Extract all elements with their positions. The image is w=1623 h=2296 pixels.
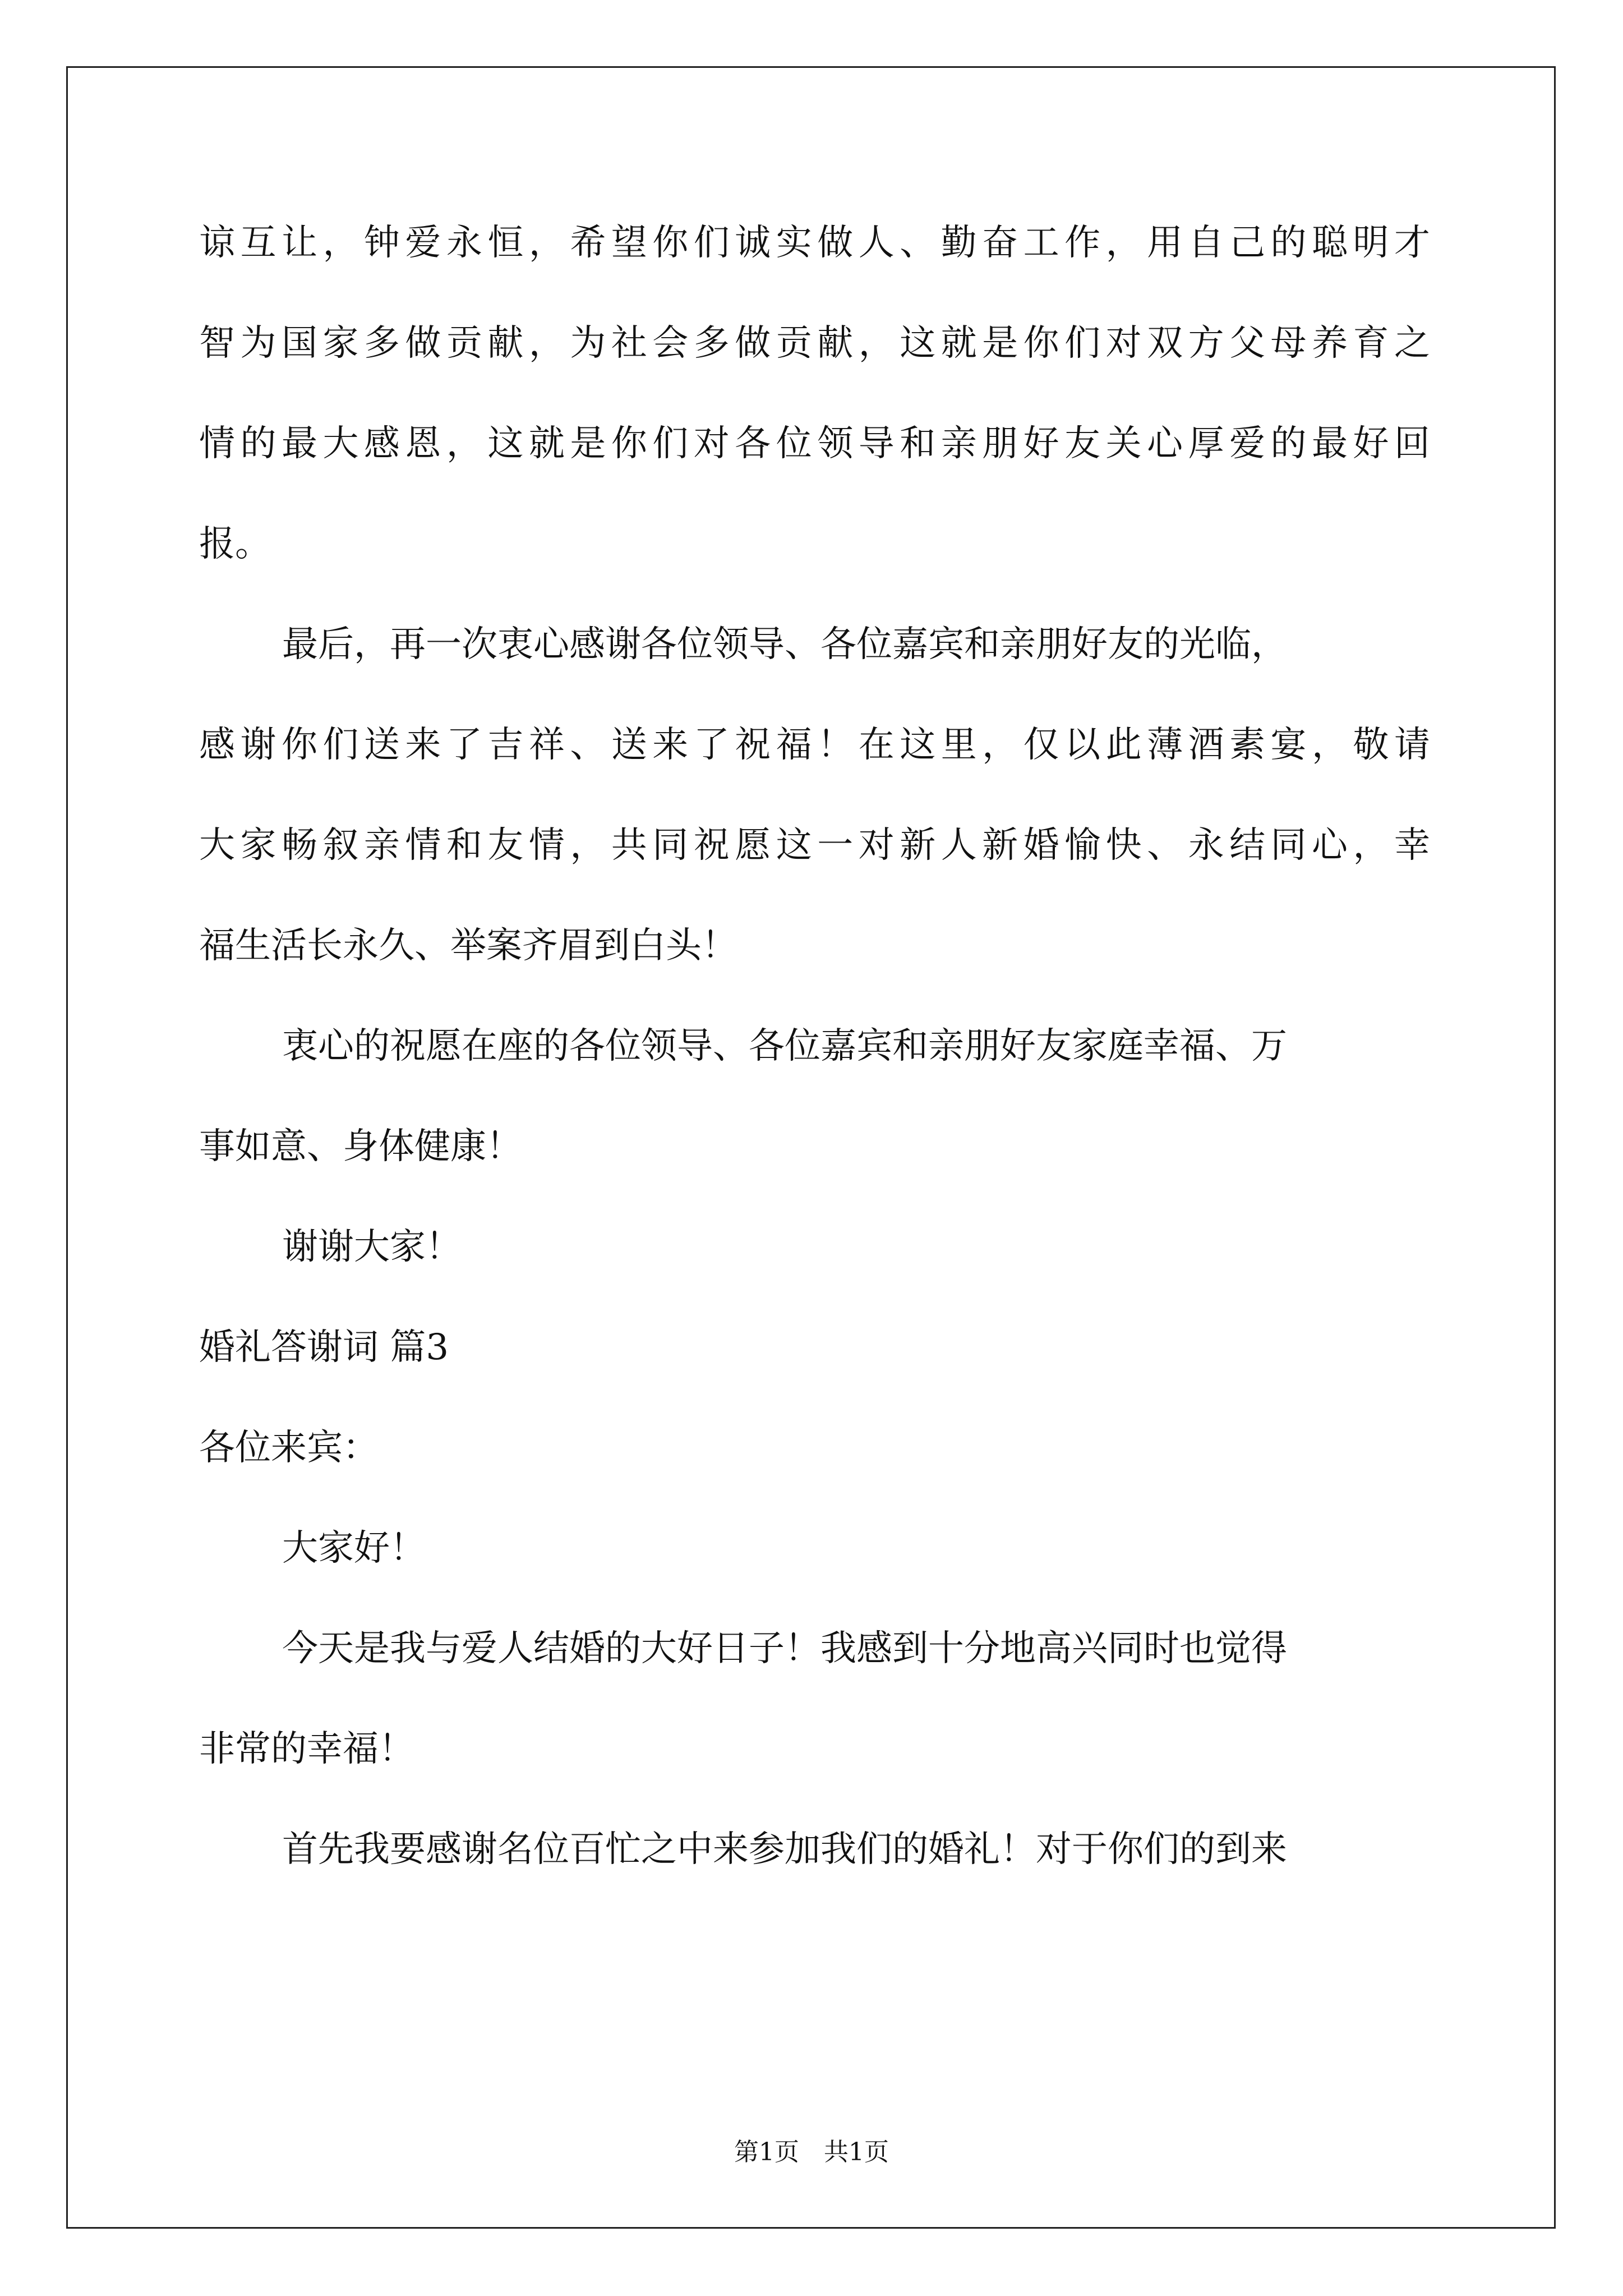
line-text: 首先我要感谢名位百忙之中来参加我们的婚礼！对于你们的到来 — [282, 1829, 1287, 1870]
line-text: 大家好！ — [282, 1527, 426, 1569]
salutation-line — [199, 1423, 1430, 1474]
line-text: 谢谢大家！ — [282, 1226, 462, 1268]
paragraph-line — [199, 720, 1430, 771]
paragraph-line — [199, 1121, 1430, 1172]
paragraph-line — [199, 921, 1430, 972]
line-text: 事如意、身体健康！ — [199, 1126, 522, 1167]
paragraph-line — [199, 1523, 1430, 1574]
line-text: 智为国家多做贡献，为社会多做贡献，这就是你们对双方父母养育之 — [199, 323, 1430, 364]
paragraph-line — [199, 1824, 1430, 1875]
line-text: 大家畅叙亲情和友情，共同祝愿这一对新人新婚愉快、永结同心，幸 — [199, 825, 1430, 866]
line-text: 报。 — [199, 523, 271, 565]
document-body — [199, 218, 1430, 1925]
line-text: 福生活长永久、举案齐眉到白头！ — [199, 925, 737, 967]
line-text: 情的最大感恩，这就是你们对各位领导和亲朋好友关心厚爱的最好回 — [199, 423, 1430, 464]
paragraph-line — [199, 1222, 1430, 1273]
paragraph-line — [199, 820, 1430, 871]
paragraph-line — [199, 1724, 1430, 1775]
line-text: 衷心的祝愿在座的各位领导、各位嘉宾和亲朋好友家庭幸福、万 — [282, 1025, 1287, 1067]
paragraph-line — [199, 519, 1430, 570]
line-text: 最后，再一次衷心感谢各位领导、各位嘉宾和亲朋好友的光临， — [282, 624, 1287, 665]
line-text: 非常的幸福！ — [199, 1728, 414, 1770]
line-text: 谅互让，钟爱永恒，希望你们诚实做人、勤奋工作，用自己的聪明才 — [199, 222, 1430, 264]
line-text: 各位来宾： — [199, 1427, 379, 1469]
paragraph-line — [199, 1623, 1430, 1674]
paragraph-line — [199, 318, 1430, 369]
page-number-footer: 第1页 共1页 — [734, 2138, 889, 2166]
paragraph-line — [199, 418, 1430, 470]
section-heading — [199, 1322, 1430, 1373]
line-text: 感谢你们送来了吉祥、送来了祝福！在这里，仅以此薄酒素宴，敬请 — [199, 724, 1430, 766]
paragraph-line — [199, 218, 1430, 269]
heading-text: 婚礼答谢词 篇3 — [199, 1327, 449, 1368]
paragraph-line — [199, 1021, 1430, 1072]
paragraph-line — [199, 619, 1430, 670]
line-text: 今天是我与爱人结婚的大好日子！我感到十分地高兴同时也觉得 — [282, 1628, 1287, 1669]
